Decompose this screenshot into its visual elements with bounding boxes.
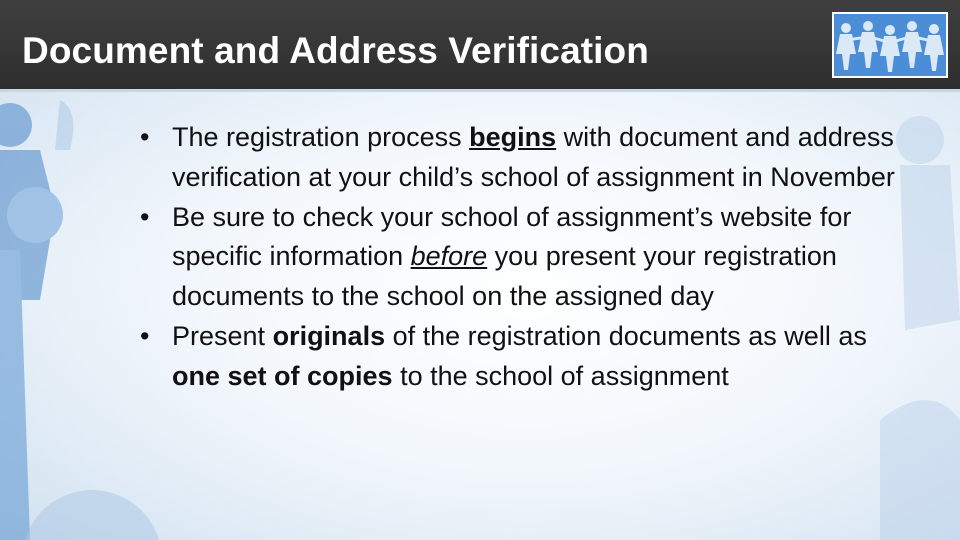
bullet-emphasis: before — [410, 241, 488, 272]
bullet-text-pre: Present — [172, 320, 273, 351]
bullet-emphasis: begins — [469, 122, 557, 152]
bullet-dot-icon: • — [140, 201, 150, 232]
bullet-text-pre: The registration process — [172, 122, 470, 152]
bullet-list — [140, 118, 910, 397]
bullet-dot-icon: • — [140, 320, 150, 351]
bullet-dot-icon: • — [140, 122, 150, 152]
bullet-item — [140, 198, 910, 317]
people-holding-hands-icon — [832, 12, 948, 78]
bullet-emphasis: one set of copies — [172, 360, 393, 391]
bullet-text-mid: of the registration documents as well as — [385, 320, 867, 351]
logo-figures-icon — [834, 14, 946, 76]
slide-title: Document and Address Verification — [22, 30, 649, 71]
bullet-text-post: with document and address verification at your child’s school of assignment in November — [172, 122, 895, 192]
bullet-text-post: to the school of assignment — [392, 360, 729, 391]
bullet-item — [140, 317, 910, 397]
bullet-emphasis: originals — [272, 320, 386, 351]
bullet-item — [140, 118, 910, 198]
slide-body — [140, 118, 910, 397]
bullet-text-post: you present your registration documents to the school on the assigned day — [172, 241, 837, 312]
bullet-text-pre: Be sure to check your school of assignment’s website for specific information — [172, 201, 852, 272]
title-bar — [0, 0, 960, 92]
